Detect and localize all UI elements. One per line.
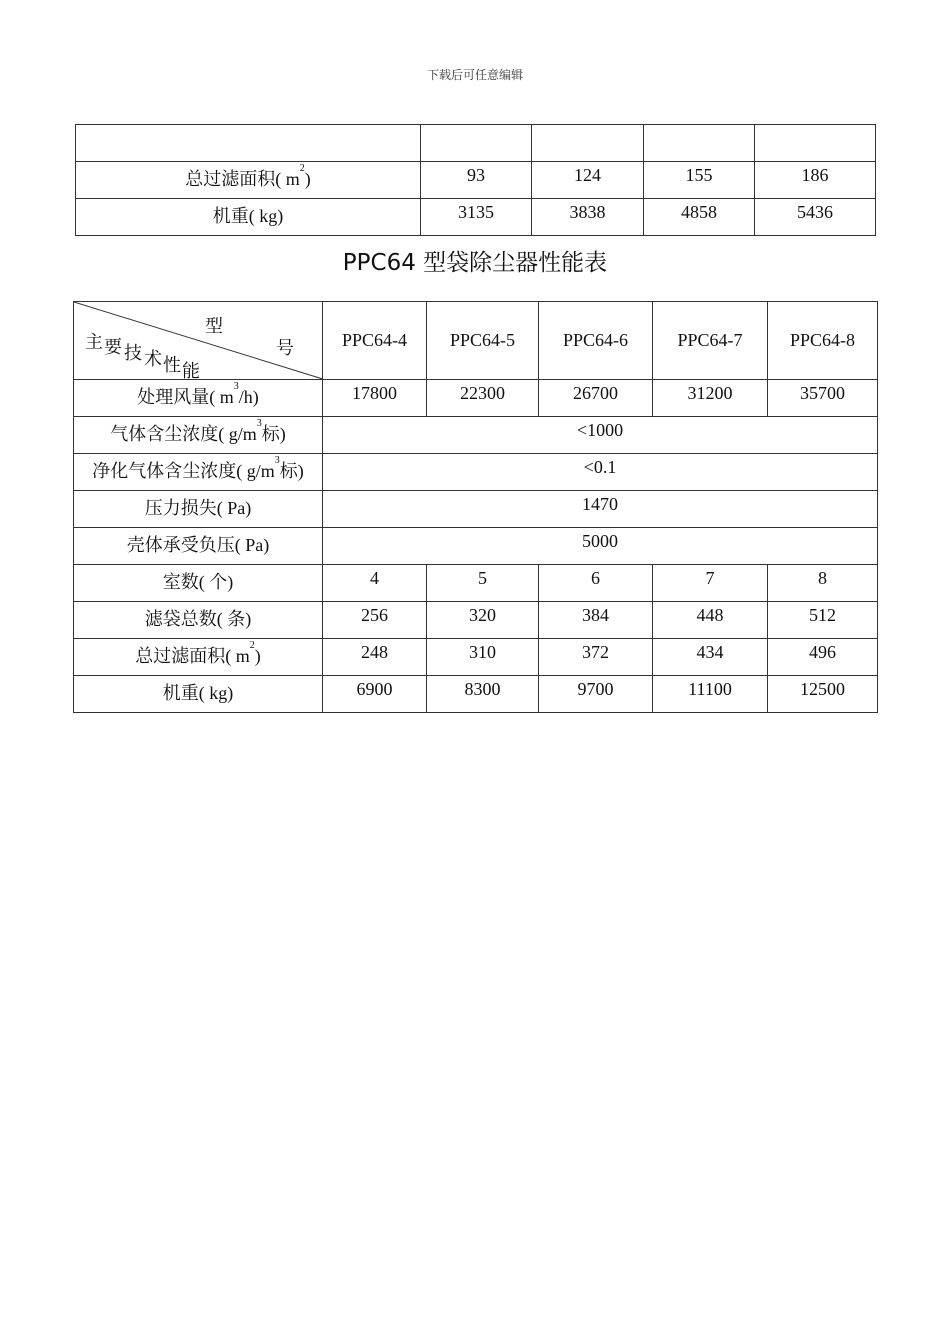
cell-label: 壳体承受负压( Pa) [74,528,323,565]
cell-value: 5436 [755,199,876,236]
diagonal-header-cell [74,302,323,380]
cell-value: 434 [653,639,768,676]
table-row [74,454,878,491]
diag-label: 能 [182,361,200,381]
superscript: 2 [249,640,255,651]
cell-label: 压力损失( Pa) [74,491,323,528]
cell-value: 17800 [323,380,427,417]
cell-value: 5 [427,565,539,602]
table-top-continued [75,124,876,236]
cell-value: 3135 [421,199,532,236]
cell-value: 310 [427,639,539,676]
diag-label: 技 [124,343,142,363]
cell-label: 机重( kg) [76,199,421,236]
label-text: 总过滤面积( m [185,169,300,189]
diag-label: 术 [144,349,162,369]
cell-value-merged: 5000 [323,528,878,565]
cell-value: 155 [644,162,755,199]
cell-value: 186 [755,162,876,199]
cell-label: 滤袋总数( 条) [74,602,323,639]
cell-value-merged: 1470 [323,491,878,528]
cell-value: 8300 [427,676,539,713]
cell-value: 248 [323,639,427,676]
cell-value: 31200 [653,380,768,417]
cell-value [532,125,644,162]
label-tail: ) [254,646,261,666]
cell-label [74,454,323,491]
cell-label [76,125,421,162]
cell-value: 4 [323,565,427,602]
cell-value: 496 [768,639,878,676]
superscript: 3 [256,418,262,429]
cell-value: 448 [653,602,768,639]
cell-value: 9700 [539,676,653,713]
cell-value [421,125,532,162]
cell-value: 6 [539,565,653,602]
model-header: PPC64-5 [427,302,539,380]
diag-label: 主 [85,332,103,352]
superscript: 3 [274,455,280,466]
table-row [76,125,876,162]
cell-value: 35700 [768,380,878,417]
superscript: 2 [299,163,305,174]
table-row [76,199,876,236]
table-row [74,491,878,528]
cell-value: 3838 [532,199,644,236]
model-header: PPC64-4 [323,302,427,380]
cell-value: 372 [539,639,653,676]
cell-label [74,639,323,676]
label-tail: /h) [238,387,259,407]
diag-label: 型 [205,316,223,336]
cell-value: 12500 [768,676,878,713]
label-tail: 标) [261,424,286,444]
table-row [74,639,878,676]
diag-label: 要 [104,337,122,357]
model-header: PPC64-6 [539,302,653,380]
cell-value: 11100 [653,676,768,713]
cell-label [74,417,323,454]
label-text: 净化气体含尘浓度( g/m [92,461,275,481]
table-header-row [74,302,878,380]
cell-value: 124 [532,162,644,199]
cell-value: 26700 [539,380,653,417]
table-title: PPC64 型袋除尘器性能表 [342,250,608,276]
cell-value: 4858 [644,199,755,236]
cell-value: 7 [653,565,768,602]
page-header: 下载后可任意编辑 [426,68,523,82]
cell-value-merged: <0.1 [323,454,878,491]
cell-label: 室数( 个) [74,565,323,602]
cell-value: 22300 [427,380,539,417]
table-row [74,380,878,417]
table-row [74,528,878,565]
label-text: 总过滤面积( m [135,646,250,666]
cell-value-merged: <1000 [323,417,878,454]
label-tail: ) [304,169,311,189]
label-text: 处理风量( m [137,387,234,407]
model-header: PPC64-7 [653,302,768,380]
table-row [76,162,876,199]
label-tail: 标) [279,461,304,481]
cell-value [755,125,876,162]
cell-label: 机重( kg) [74,676,323,713]
cell-value: 384 [539,602,653,639]
ppc64-performance-table [73,301,878,713]
cell-value: 6900 [323,676,427,713]
cell-value: 512 [768,602,878,639]
cell-label [74,380,323,417]
table-row [74,417,878,454]
model-header: PPC64-8 [768,302,878,380]
diag-label: 性 [163,355,181,375]
cell-value: 8 [768,565,878,602]
cell-value: 93 [421,162,532,199]
superscript: 3 [233,381,239,392]
table-row [74,676,878,713]
table-row [74,602,878,639]
cell-value: 320 [427,602,539,639]
label-text: 气体含尘浓度( g/m [110,424,257,444]
cell-value [644,125,755,162]
diag-label: 号 [276,338,294,358]
table-row [74,565,878,602]
cell-label [76,162,421,199]
cell-value: 256 [323,602,427,639]
